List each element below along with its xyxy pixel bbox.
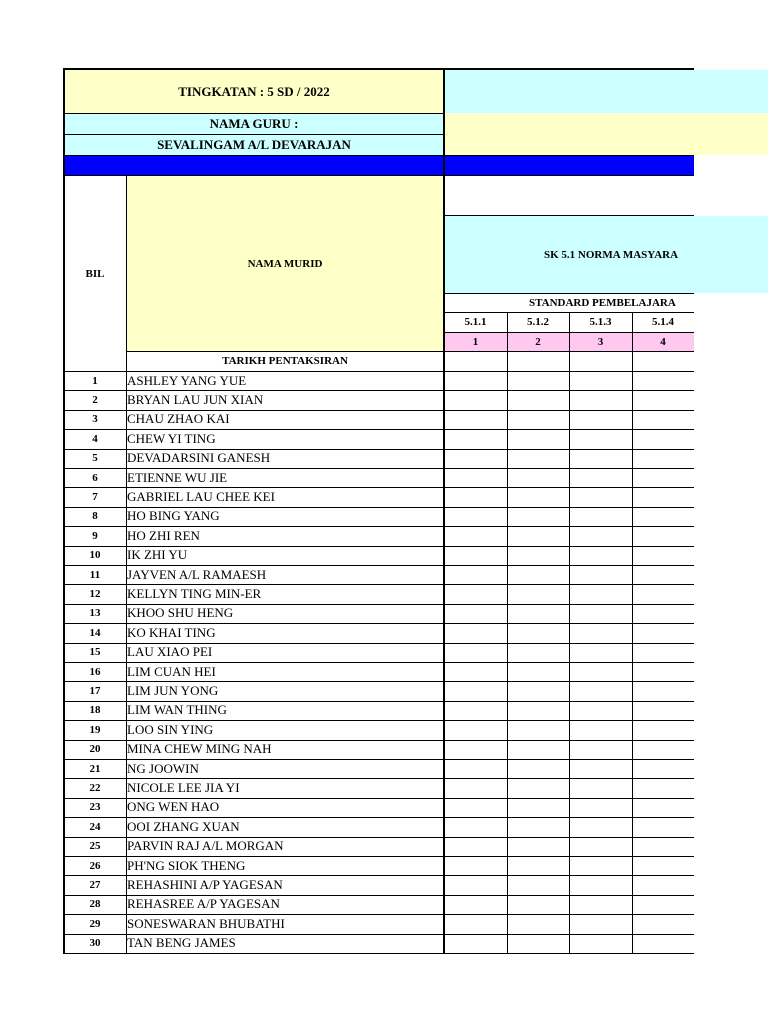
score-cell[interactable]	[569, 565, 632, 584]
nama-guru-cell	[64, 134, 444, 155]
score-cell[interactable]	[632, 662, 694, 681]
score-cell[interactable]	[507, 856, 569, 875]
student-number: 22	[89, 782, 101, 795]
header-right-mid	[444, 114, 768, 155]
score-cell[interactable]	[569, 410, 632, 429]
grid-vline	[632, 312, 633, 953]
score-cell[interactable]	[632, 546, 694, 565]
student-name: TAN BENG JAMES	[127, 935, 236, 951]
score-cell[interactable]	[507, 546, 569, 565]
sp-num-1	[444, 332, 507, 351]
grid-hline	[63, 643, 694, 644]
student-name: PH'NG SIOK THENG	[127, 857, 246, 873]
score-cell[interactable]	[507, 371, 569, 390]
score-cell[interactable]	[569, 817, 632, 836]
grid-hline	[63, 390, 694, 391]
score-cell[interactable]	[444, 526, 507, 545]
student-number: 16	[89, 665, 101, 678]
score-cell[interactable]	[569, 429, 632, 448]
score-cell[interactable]	[569, 740, 632, 759]
student-number: 17	[89, 685, 101, 698]
student-name: ETIENNE WU JIE	[127, 469, 228, 485]
score-cell[interactable]	[632, 623, 694, 642]
student-name: OOI ZHANG XUAN	[127, 818, 240, 834]
score-cell[interactable]	[444, 817, 507, 836]
score-cell[interactable]	[569, 371, 632, 390]
score-cell[interactable]	[569, 623, 632, 642]
nama-guru-label: NAMA GURU :	[209, 116, 299, 131]
grid-hline	[63, 134, 444, 135]
score-cell[interactable]	[632, 584, 694, 603]
sp-code-3-text: 5.1.3	[589, 316, 612, 328]
grid-hline	[63, 68, 694, 70]
student-number: 7	[92, 491, 98, 504]
student-name: BRYAN LAU JUN XIAN	[127, 392, 264, 408]
score-cell[interactable]	[507, 390, 569, 409]
student-name: ASHLEY YANG YUE	[127, 372, 247, 388]
student-number: 13	[89, 607, 101, 620]
score-cell[interactable]	[507, 681, 569, 700]
score-cell[interactable]	[569, 390, 632, 409]
grid-hline	[63, 681, 694, 682]
student-name: ONG WEN HAO	[127, 799, 220, 815]
grid-hline	[63, 914, 694, 915]
score-cell[interactable]	[569, 837, 632, 856]
score-cell[interactable]	[632, 604, 694, 623]
score-cell[interactable]	[632, 895, 694, 914]
score-cell[interactable]	[569, 720, 632, 739]
score-cell[interactable]	[444, 934, 507, 953]
score-cell[interactable]	[444, 410, 507, 429]
score-cell[interactable]	[444, 390, 507, 409]
score-cell[interactable]	[569, 468, 632, 487]
blue-band	[64, 155, 694, 175]
student-number: 28	[89, 898, 101, 911]
score-cell[interactable]	[632, 643, 694, 662]
grid-vline	[507, 312, 508, 953]
score-cell[interactable]	[444, 778, 507, 797]
nama-guru-label-cell	[64, 114, 444, 134]
sp-code-1	[444, 312, 507, 332]
score-cell[interactable]	[444, 837, 507, 856]
score-cell[interactable]	[507, 740, 569, 759]
student-name: CHAU ZHAO KAI	[127, 411, 230, 427]
grid-hline	[63, 507, 694, 508]
score-cell[interactable]	[569, 643, 632, 662]
score-cell[interactable]	[444, 875, 507, 894]
student-number: 23	[89, 801, 101, 814]
student-number: 6	[92, 471, 98, 484]
score-cell[interactable]	[444, 507, 507, 526]
student-number: 26	[89, 859, 101, 872]
grid-hline	[126, 351, 694, 352]
grid-hline	[63, 934, 694, 935]
score-cell[interactable]	[632, 565, 694, 584]
score-cell[interactable]	[507, 662, 569, 681]
score-cell[interactable]	[507, 623, 569, 642]
score-cell[interactable]	[569, 507, 632, 526]
student-name: NG JOOWIN	[127, 760, 199, 776]
score-cell[interactable]	[632, 390, 694, 409]
score-cell[interactable]	[444, 604, 507, 623]
score-cell[interactable]	[444, 449, 507, 468]
grid-hline	[444, 215, 694, 216]
score-cell[interactable]	[507, 410, 569, 429]
student-number: 18	[89, 704, 101, 717]
score-cell[interactable]	[444, 643, 507, 662]
student-name: HO ZHI REN	[127, 527, 200, 543]
score-cell[interactable]	[569, 584, 632, 603]
score-cell[interactable]	[444, 468, 507, 487]
student-name: REHASHINI A/P YAGESAN	[127, 877, 283, 893]
student-name: LIM WAN THING	[127, 702, 227, 718]
score-cell[interactable]	[632, 934, 694, 953]
student-name: LOO SIN YING	[127, 721, 214, 737]
score-cell[interactable]	[507, 526, 569, 545]
score-cell[interactable]	[569, 681, 632, 700]
score-cell[interactable]	[632, 468, 694, 487]
sk-header	[444, 216, 768, 293]
score-cell[interactable]	[444, 565, 507, 584]
nama-guru-value: SEVALINGAM A/L DEVARAJAN	[157, 136, 351, 152]
grid-vline	[63, 68, 65, 953]
sp-num-2	[507, 332, 569, 351]
score-cell[interactable]	[632, 487, 694, 506]
score-cell[interactable]	[569, 759, 632, 778]
score-cell[interactable]	[444, 584, 507, 603]
score-cell[interactable]	[507, 701, 569, 720]
grid-hline	[63, 740, 694, 741]
student-number: 5	[92, 452, 98, 465]
score-cell[interactable]	[507, 565, 569, 584]
score-cell[interactable]	[632, 701, 694, 720]
grid-hline	[63, 895, 694, 896]
grid-hline	[63, 837, 694, 838]
sp-code-4-text: 5.1.4	[652, 316, 674, 328]
score-cell[interactable]	[507, 817, 569, 836]
score-cell[interactable]	[507, 429, 569, 448]
score-cell[interactable]	[444, 546, 507, 565]
sp-code-1-text: 5.1.1	[464, 316, 487, 328]
score-cell[interactable]	[507, 914, 569, 933]
score-cell[interactable]	[569, 526, 632, 545]
sp-header	[444, 293, 694, 312]
score-cell[interactable]	[444, 856, 507, 875]
score-cell[interactable]	[507, 487, 569, 506]
grid-hline	[63, 875, 694, 876]
score-cell[interactable]	[507, 934, 569, 953]
score-cell[interactable]	[507, 759, 569, 778]
grid-hline	[63, 817, 694, 818]
student-number: 2	[92, 394, 98, 407]
student-number: 25	[89, 840, 101, 853]
nama-murid-label: NAMA MURID	[247, 257, 323, 270]
score-cell[interactable]	[632, 410, 694, 429]
student-number: 3	[92, 413, 98, 426]
sp-num-2-text: 2	[535, 335, 541, 348]
score-cell[interactable]	[569, 604, 632, 623]
score-cell[interactable]	[569, 778, 632, 797]
student-name: KO KHAI TING	[127, 624, 216, 640]
bil-label: BIL	[85, 267, 105, 280]
student-name: CHEW YI TING	[127, 430, 216, 446]
student-name: LIM CUAN HEI	[127, 663, 216, 679]
grid-hline	[63, 526, 694, 527]
score-cell[interactable]	[444, 662, 507, 681]
score-cell[interactable]	[507, 604, 569, 623]
score-cell[interactable]	[444, 371, 507, 390]
grid-hline	[63, 604, 694, 605]
grid-hline	[63, 720, 694, 721]
student-number: 10	[89, 549, 101, 562]
grid-hline	[63, 953, 694, 954]
score-cell[interactable]	[632, 507, 694, 526]
score-cell[interactable]	[569, 895, 632, 914]
student-number: 30	[89, 937, 101, 950]
grid-hline	[63, 623, 694, 624]
grid-hline	[63, 584, 694, 585]
score-cell[interactable]	[632, 856, 694, 875]
score-cell[interactable]	[444, 681, 507, 700]
student-name: JAYVEN A/L RAMAESH	[127, 566, 267, 582]
score-cell[interactable]	[632, 798, 694, 817]
grid-hline	[63, 371, 694, 372]
student-number: 1	[92, 374, 98, 387]
student-name: REHASREE A/P YAGESAN	[127, 896, 280, 912]
student-number: 21	[89, 762, 101, 775]
student-number: 9	[92, 529, 98, 542]
grid-hline	[63, 546, 694, 547]
score-cell[interactable]	[569, 449, 632, 468]
score-cell[interactable]	[507, 643, 569, 662]
score-cell[interactable]	[632, 875, 694, 894]
student-number: 14	[89, 626, 101, 639]
sk-title: SK 5.1 NORMA MASYARA	[544, 248, 679, 261]
student-name: NICOLE LEE JIA YI	[127, 780, 240, 796]
sp-num-4	[632, 332, 694, 351]
score-cell[interactable]	[632, 817, 694, 836]
student-name: GABRIEL LAU CHEE KEI	[127, 489, 275, 505]
score-cell[interactable]	[569, 662, 632, 681]
score-cell[interactable]	[444, 623, 507, 642]
grid-hline	[63, 565, 694, 566]
sp-code-2-text: 5.1.2	[527, 316, 549, 328]
student-name: HO BING YANG	[127, 508, 220, 524]
sp-title: STANDARD PEMBELAJARA	[529, 296, 676, 309]
score-cell[interactable]	[507, 468, 569, 487]
score-cell[interactable]	[632, 526, 694, 545]
grid-hline	[63, 410, 694, 411]
nama-murid-header	[126, 176, 444, 351]
grid-hline	[63, 429, 694, 430]
score-cell[interactable]	[632, 914, 694, 933]
score-cell[interactable]	[632, 720, 694, 739]
student-name: SONESWARAN BHUBATHI	[127, 915, 285, 931]
score-cell[interactable]	[632, 449, 694, 468]
student-number: 8	[92, 510, 98, 523]
student-number: 24	[89, 820, 101, 833]
score-cell[interactable]	[507, 837, 569, 856]
sp-num-3-text: 3	[597, 335, 604, 348]
score-cell[interactable]	[507, 449, 569, 468]
tarikh-header	[126, 351, 444, 371]
student-number: 11	[89, 568, 101, 581]
grid-vline	[126, 175, 127, 953]
student-name: LAU XIAO PEI	[127, 644, 213, 660]
score-cell[interactable]	[569, 875, 632, 894]
score-cell[interactable]	[444, 759, 507, 778]
score-cell[interactable]	[444, 701, 507, 720]
grid-vline	[443, 68, 445, 953]
student-name: PARVIN RAJ A/L MORGAN	[127, 838, 284, 854]
score-cell[interactable]	[507, 895, 569, 914]
student-name: LIM JUN YONG	[127, 683, 219, 699]
score-cell[interactable]	[507, 875, 569, 894]
bil-header	[64, 176, 126, 371]
sp-code-3	[569, 312, 632, 332]
grid-hline	[63, 759, 694, 760]
score-cell[interactable]	[507, 720, 569, 739]
score-cell[interactable]	[632, 759, 694, 778]
student-number: 12	[89, 588, 101, 601]
score-cell[interactable]	[444, 487, 507, 506]
grid-hline	[63, 487, 694, 488]
score-cell[interactable]	[507, 507, 569, 526]
sp-num-4-text: 4	[660, 335, 666, 348]
score-cell[interactable]	[632, 429, 694, 448]
grid-hline	[63, 449, 694, 450]
student-number: 20	[89, 743, 101, 756]
grid-vline	[569, 312, 570, 953]
student-number: 4	[92, 432, 98, 445]
grid-hline	[63, 155, 694, 156]
grid-hline	[63, 778, 694, 779]
score-cell[interactable]	[444, 895, 507, 914]
grid-hline	[63, 468, 694, 469]
score-cell[interactable]	[632, 740, 694, 759]
score-cell[interactable]	[569, 701, 632, 720]
grid-hline	[63, 662, 694, 663]
student-number: 15	[89, 646, 101, 659]
student-name: IK ZHI YU	[127, 547, 188, 563]
score-cell[interactable]	[569, 487, 632, 506]
score-cell[interactable]	[444, 740, 507, 759]
sp-code-2	[507, 312, 569, 332]
sp-num-1-text: 1	[472, 335, 479, 348]
student-number: 29	[89, 917, 101, 930]
student-name: KHOO SHU HENG	[127, 605, 234, 621]
sp-code-4	[632, 312, 694, 332]
score-cell[interactable]	[444, 914, 507, 933]
score-cell[interactable]	[632, 837, 694, 856]
grid-hline	[63, 856, 694, 857]
score-cell[interactable]	[569, 914, 632, 933]
score-cell[interactable]	[569, 798, 632, 817]
score-cell[interactable]	[444, 429, 507, 448]
score-cell[interactable]	[507, 778, 569, 797]
score-cell[interactable]	[507, 584, 569, 603]
grid-hline	[63, 175, 694, 176]
grid-hline	[444, 293, 694, 294]
sp-num-3	[569, 332, 632, 351]
tarikh-label: TARIKH PENTAKSIRAN	[222, 355, 348, 367]
student-name: KELLYN TING MIN-ER	[127, 586, 262, 602]
grid-hline	[63, 113, 444, 114]
header-right-top	[444, 70, 768, 113]
score-cell[interactable]	[507, 798, 569, 817]
student-name: MINA CHEW MING NAH	[127, 741, 272, 757]
score-cell[interactable]	[569, 546, 632, 565]
score-cell[interactable]	[632, 371, 694, 390]
tingkatan-text: TINGKATAN : 5 SD / 2022	[178, 83, 330, 99]
student-number: 19	[89, 723, 101, 736]
tingkatan-cell	[64, 70, 444, 113]
score-cell[interactable]	[632, 681, 694, 700]
grid-hline	[63, 701, 694, 702]
score-cell[interactable]	[444, 720, 507, 739]
student-name: DEVADARSINI GANESH	[127, 450, 271, 466]
score-cell[interactable]	[569, 856, 632, 875]
score-cell[interactable]	[569, 934, 632, 953]
student-number: 27	[89, 879, 101, 892]
score-cell[interactable]	[632, 778, 694, 797]
grid-hline	[63, 798, 694, 799]
score-cell[interactable]	[444, 798, 507, 817]
